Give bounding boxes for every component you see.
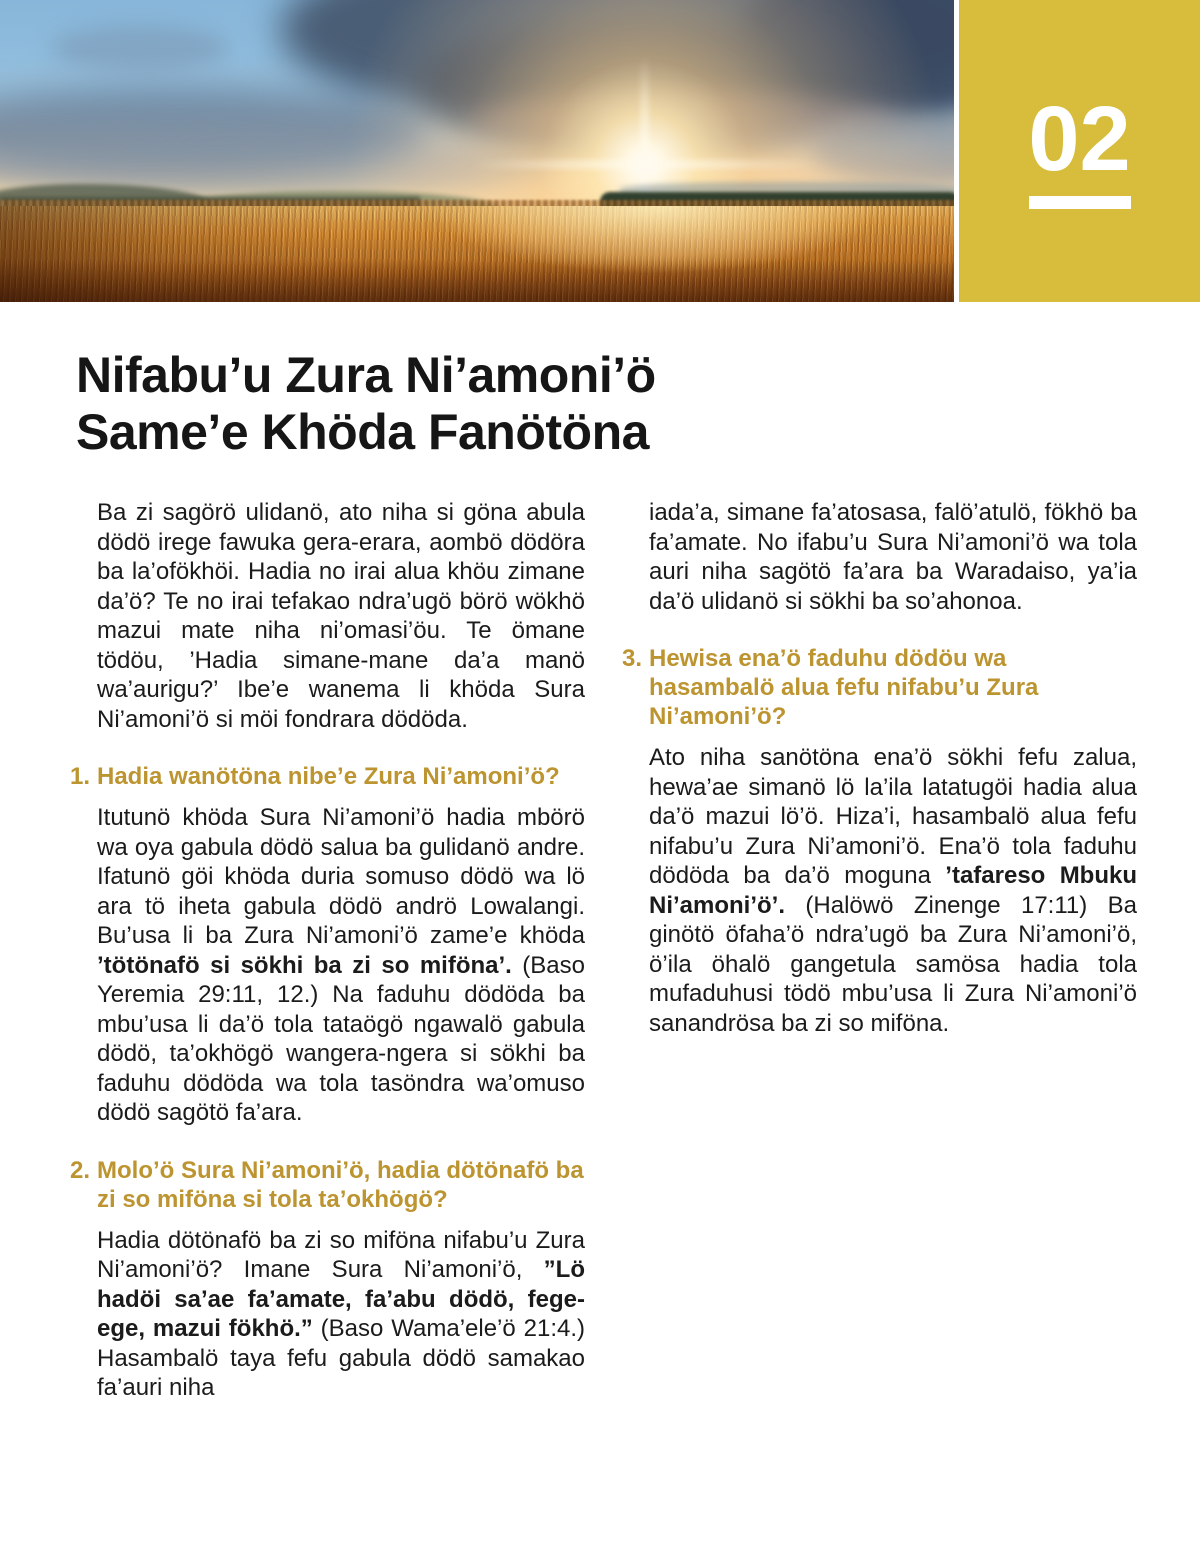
chapter-number: 02 [1028, 88, 1131, 190]
question-heading-text: Hewisa ena’ö faduhu dödöu wa hasambalö alua fefu nifabu’u Zura Ni’amoni’ö? [649, 645, 1039, 730]
paragraph-text: (Baso Yeremia 29:11, 12.) Na faduhu dödöda ba mbu’usa li da’ö tola tataögö ngawalö gabula dödö, ta’okhögö wangera-ngera si sökhi ba faduhu dödöda wa tola tasöndra wa’omuso dödö sagötö fa’ara. [97, 951, 585, 1126]
paragraph-text: Hadia dötönafö ba zi so miföna nifabu’u Zura Ni’amoni’ö? Imane Sura Ni’amoni’ö, [97, 1226, 585, 1283]
paragraph-text: (Halöwö Zinenge 17:11) Ba ginötö öfaha’ö ndra’ugö ba Zura Ni’amoni’ö, ö’ila öhalö gangetula samösa hadia tola mufaduhusi tödö mbu’usa li Zura Ni’amoni’ö sanandrösa ba zi so miföna. [649, 891, 1137, 1037]
paragraph [70, 498, 585, 734]
question-heading [70, 1156, 585, 1214]
paragraph-text: Ato niha sanötöna ena’ö sökhi fefu zalua, hewa’ae simanö lö la’ila latatugöi hadia alua da’ö mazui lö’ö. Hiza’i, hasambalö alua fefu nifabu’u Zura Ni’amoni’ö. Ena’ö tola faduhu dödöda ba da’ö moguna [649, 744, 1137, 889]
question-heading [70, 762, 585, 791]
column-right [622, 498, 1137, 1038]
wheat-field [0, 206, 954, 302]
sun-ray [470, 160, 820, 169]
question-heading-text: Molo’ö Sura Ni’amoni’ö, hadia dötönafö ba zi so miföna si tola ta’okhögö? [97, 1156, 584, 1213]
article-columns [70, 498, 1137, 1403]
question-number: 2. [70, 1156, 91, 1184]
question-heading [622, 644, 1137, 731]
paragraph-text: iada’a, simane fa’atosasa, falö’atulö, fökhö ba fa’amate. No ifabu’u Sura Ni’amoni’ö wa tola auri niha sagötö fa’ara ba Waradaiso, ya’ia da’ö ulidanö si sökhi ba so’ahonoa. [649, 499, 1137, 615]
paragraph [70, 1226, 585, 1403]
question-heading-text: Hadia wanötöna nibe’e Zura Ni’amoni’ö? [97, 763, 560, 790]
bold-phrase: ’tötönafö si sökhi ba zi so miföna’. [97, 951, 512, 979]
column-left [70, 498, 585, 1403]
wheat-field-sunset-photo [0, 0, 954, 302]
page-title-line-1: Nifabu’u Zura Ni’amoni’ö [76, 347, 656, 403]
bold-phrase: ’tafareso Mbuku Ni’amoni’ö’. [649, 862, 1138, 919]
paragraph-text: Ba zi sagörö ulidanö, ato niha si göna abula dödö irege fawuka gera-erara, aombö dödöra ba la’ofökhöi. Hadia no irai alua khöu zimane da’ö? Te no irai tefakao ndra’ugö börö wökhö mazui mate niha ni’omasi’öu. Te ömane tödöu, ’Hadia simane-mane da’a manö wa’aurigu?’ Ibe’e wanema li khöda Sura Ni’amoni’ö si möi fondrara dödöda. [97, 499, 585, 733]
paragraph-text: (Baso Wama’ele’ö 21:4.) Hasambalö taya fefu gabula dödö samakao fa’auri niha [97, 1315, 585, 1401]
question-number: 1. [70, 763, 91, 790]
chapter-number-underline [1029, 196, 1131, 209]
bold-phrase: ”Lö hadöi sa’ae fa’amate, fa’abu dödö, fege-ege, mazui fökhö.” [97, 1256, 585, 1342]
paragraph [622, 498, 1137, 616]
paragraph-text: Itutunö khöda Sura Ni’amoni’ö hadia mbörö wa oya gabula dödö salua ba gulidanö andre. Ifatunö göi khöda duria somuso dödö wa lö ara tö iheta gabula dödö andrö Lowalangi. Bu’usa li ba Zura Ni’amoni’ö zame’e khöda [97, 804, 585, 949]
question-number: 3. [622, 645, 643, 672]
page-title [76, 347, 656, 461]
chapter-number-block [959, 0, 1200, 302]
paragraph [70, 803, 585, 1128]
page-title-line-2: Same’e Khöda Fanötöna [76, 404, 649, 460]
paragraph [622, 743, 1137, 1038]
